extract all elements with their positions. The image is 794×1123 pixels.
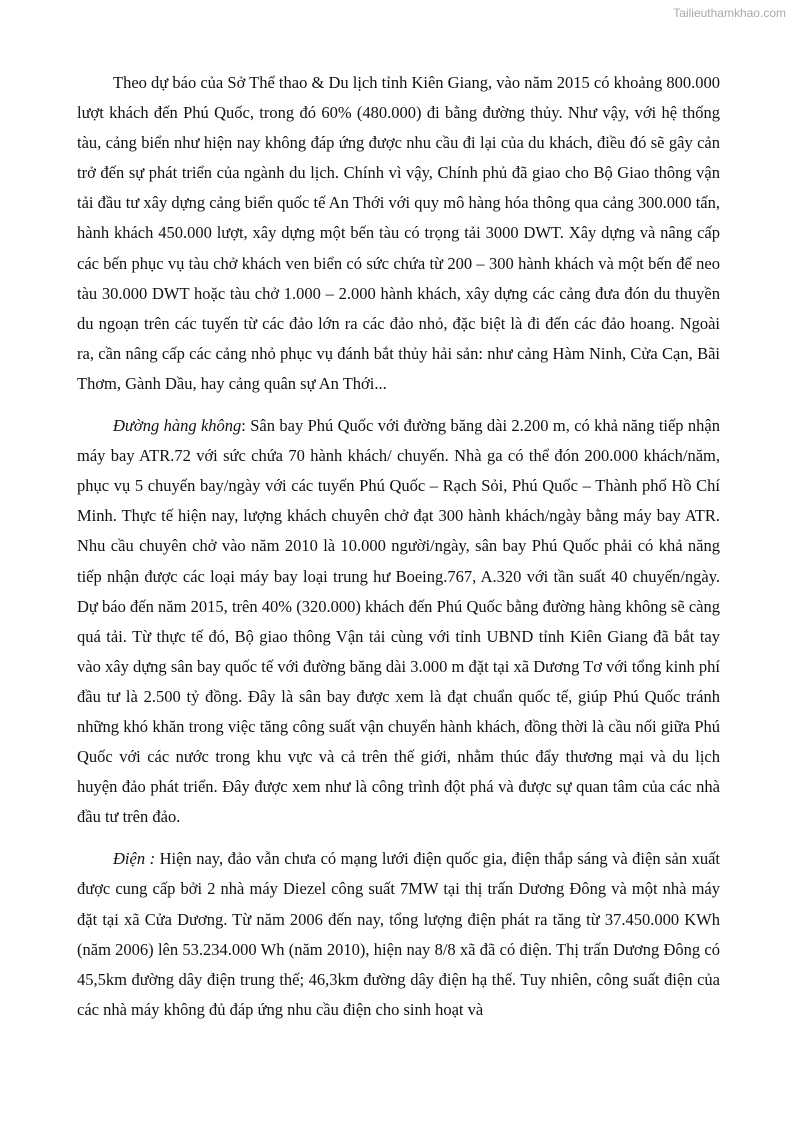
watermark: Tailieuthamkhao.com [673, 6, 786, 20]
electricity-label: Điện : [113, 849, 156, 869]
air-transport-label: Đường hàng không [113, 416, 242, 436]
air-transport-text: : Sân bay Phú Quốc với đường băng dài 2.200 m, có khả năng tiếp nhận máy bay ATR.72 với sức chứa 70 hành khách/ chuyến. Nhà ga có thể đón 200.000 khách/năm, phục vụ 5 chuyến bay/ngày với các tuyến Phú Quốc – Rạch Sỏi, Phú Quốc – Thành phố Hồ Chí Minh. Thực tế hiện nay, lượng khách chuyên chở đạt 300 hành khách/ngày bằng máy bay ATR. Nhu cầu chuyên chở vào năm 2010 là 10.000 người/ngày, sân bay Phú Quốc phải có khả năng tiếp nhận được các loại máy bay loại trung hư Boeing.767, A.320 với tần suất 40 chuyến/ngày. Dự báo đến năm 2015, trên 40% (320.000) khách đến Phú Quốc bằng đường hàng không sẽ càng quá tải. Từ thực tế đó, Bộ giao thông Vận tải cùng với tỉnh UBND tỉnh Kiên Giang đã bắt tay vào xây dựng sân bay quốc tế với đường băng dài 3.000 m đặt tại xã Dương Tơ với tổng kinh phí đầu tư là 2.500 tỷ đồng. Đây là sân bay được xem là đạt chuẩn quốc tế, giúp Phú Quốc tránh những khó khăn trong việc tăng công suất vận chuyển hành khách, đồng thời là cầu nối giữa Phú Quốc với các nước trong khu vực và cả trên thế giới, nhằm thúc đẩy thương mại và du lịch huyện đảo phát triển. Đây được xem như là công trình đột phá và được sự quan tâm của các nhà đầu tư trên đảo. [77, 416, 721, 827]
document-body [77, 68, 720, 1037]
paragraph-sea-transport: Theo dự báo của Sở Thể thao & Du lịch tỉnh Kiên Giang, vào năm 2015 có khoảng 800.000 lượt khách đến Phú Quốc, trong đó 60% (480.000) đi bằng đường thủy. Như vậy, với hệ thống tàu, cảng biển như hiện nay không đáp ứng được nhu cầu đi lại của du khách, điều đó sẽ gây cản trở đến sự phát triển của ngành du lịch. Chính vì vậy, Chính phủ đã giao cho Bộ Giao thông vận tải đầu tư xây dựng cảng biển quốc tế An Thới với quy mô hàng hóa thông qua cảng 300.000 tấn, hành khách 450.000 lượt, xây dựng một bến tàu có trọng tải 3000 DWT. Xây dựng và nâng cấp các bến phục vụ tàu chở khách ven biển có sức chứa từ 200 – 300 hành khách và một bến để neo tàu 30.000 DWT hoặc tàu chở 1.000 – 2.000 hành khách, xây dựng các cảng đưa đón du thuyền du ngoạn trên các tuyến từ các đảo lớn ra các đảo nhỏ, đặc biệt là đi đến các đảo hoang. Ngoài ra, cần nâng cấp các cảng nhỏ phục vụ đánh bắt thủy hải sản: như cảng Hàm Ninh, Cửa Cạn, Bãi Thơm, Gành Dầu, hay cảng quân sự An Thới... [77, 73, 720, 393]
paragraph-air-transport [77, 411, 720, 832]
paragraph-electricity [77, 844, 720, 1025]
electricity-text: Hiện nay, đảo vẫn chưa có mạng lưới điện quốc gia, điện thắp sáng và điện sản xuất được cung cấp bởi 2 nhà máy Diezel công suất 7MW tại thị trấn Dương Đông và một nhà máy đặt tại xã Cửa Dương. Từ năm 2006 đến nay, tổng lượng điện phát ra tăng từ 37.450.000 KWh (năm 2006) lên 53.234.000 Wh (năm 2010), hiện nay 8/8 xã đã có điện. Thị trấn Dương Đông có 45,5km đường dây điện trung thế; 46,3km đường dây điện hạ thế. Tuy nhiên, công suất điện của các nhà máy không đủ đáp ứng nhu cầu điện cho sinh hoạt và [77, 849, 720, 1019]
